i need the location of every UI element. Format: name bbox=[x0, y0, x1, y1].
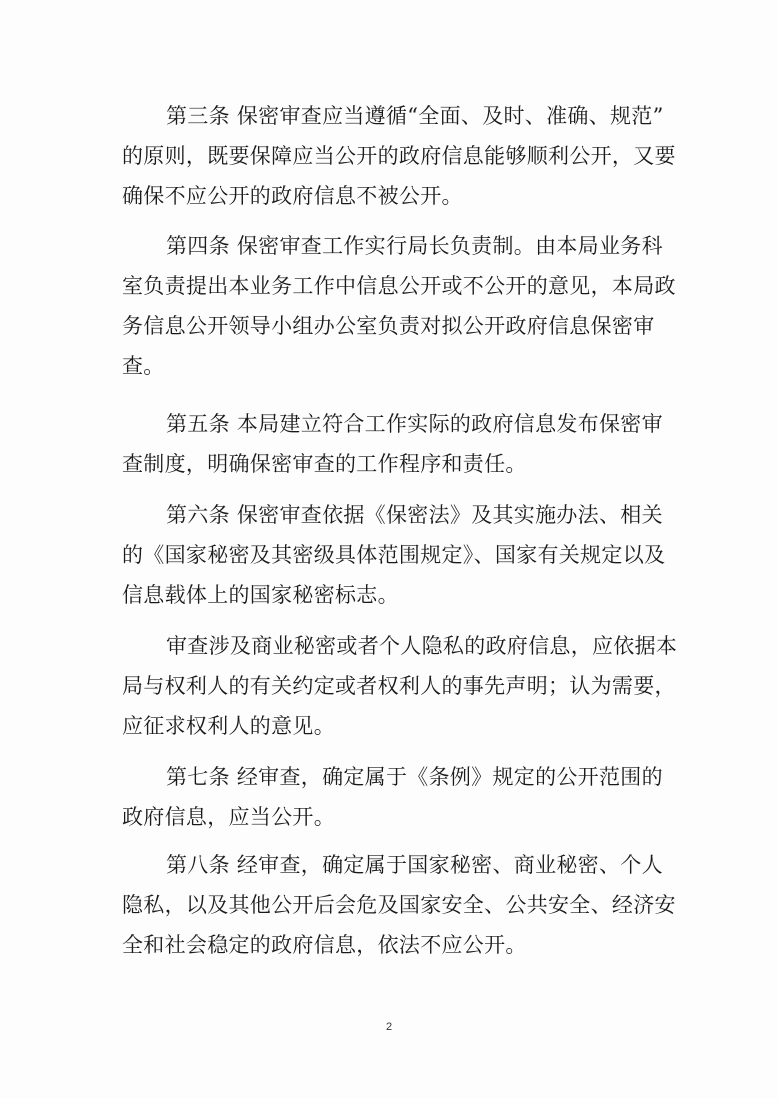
paragraph-line: 的《国家秘密及其密级具体范围规定》、国家有关规定以及 bbox=[122, 543, 666, 567]
paragraph-line: 隐私，以及其他公开后会危及国家安全、公共安全、经济安 bbox=[122, 893, 676, 917]
paragraph-line: 信息载体上的国家秘密标志。 bbox=[122, 583, 399, 607]
paragraph-line: 查。 bbox=[122, 354, 165, 378]
paragraph-line: 审查涉及商业秘密或者个人隐私的政府信息，应依据本 bbox=[166, 634, 678, 658]
paragraph-line: 第六条 保密审查依据《保密法》及其实施办法、相关 bbox=[166, 503, 663, 527]
paragraph-line: 应征求权利人的意见。 bbox=[122, 714, 335, 738]
paragraph-line: 第三条 保密审查应当遵循“全面、及时、准确、规范” bbox=[166, 104, 664, 128]
paragraph-line: 确保不应公开的政府信息不被公开。 bbox=[122, 184, 463, 208]
paragraph-line: 第五条 本局建立符合工作实际的政府信息发布保密审 bbox=[166, 412, 663, 436]
paragraph-line: 务信息公开领导小组办公室负责对拟公开政府信息保密审 bbox=[122, 314, 655, 338]
paragraph-line: 查制度，明确保密审查的工作程序和责任。 bbox=[122, 452, 527, 476]
paragraph-line: 的原则，既要保障应当公开的政府信息能够顺利公开，又要 bbox=[122, 144, 676, 168]
paragraph-line: 全和社会稳定的政府信息，依法不应公开。 bbox=[122, 933, 527, 957]
paragraph-line: 室负责提出本业务工作中信息公开或不公开的意见，本局政 bbox=[122, 274, 676, 298]
page-number: 2 bbox=[385, 1021, 393, 1033]
paragraph-article-6 bbox=[122, 495, 666, 615]
paragraph-article-5 bbox=[122, 404, 663, 484]
paragraph-article-7 bbox=[122, 757, 663, 837]
paragraph-line: 局与权利人的有关约定或者权利人的事先声明；认为需要， bbox=[122, 674, 676, 698]
paragraph-line: 第八条 经审查，确定属于国家秘密、商业秘密、个人 bbox=[166, 853, 663, 877]
paragraph-line: 第四条 保密审查工作实行局长负责制。由本局业务科 bbox=[166, 234, 663, 258]
paragraph-line: 第七条 经审查，确定属于《条例》规定的公开范围的 bbox=[166, 765, 663, 789]
paragraph-article-4 bbox=[122, 226, 676, 386]
paragraph-review-privacy bbox=[122, 626, 678, 746]
paragraph-line: 政府信息，应当公开。 bbox=[122, 805, 335, 829]
paragraph-article-8 bbox=[122, 845, 676, 965]
paragraph-article-3 bbox=[122, 96, 676, 216]
